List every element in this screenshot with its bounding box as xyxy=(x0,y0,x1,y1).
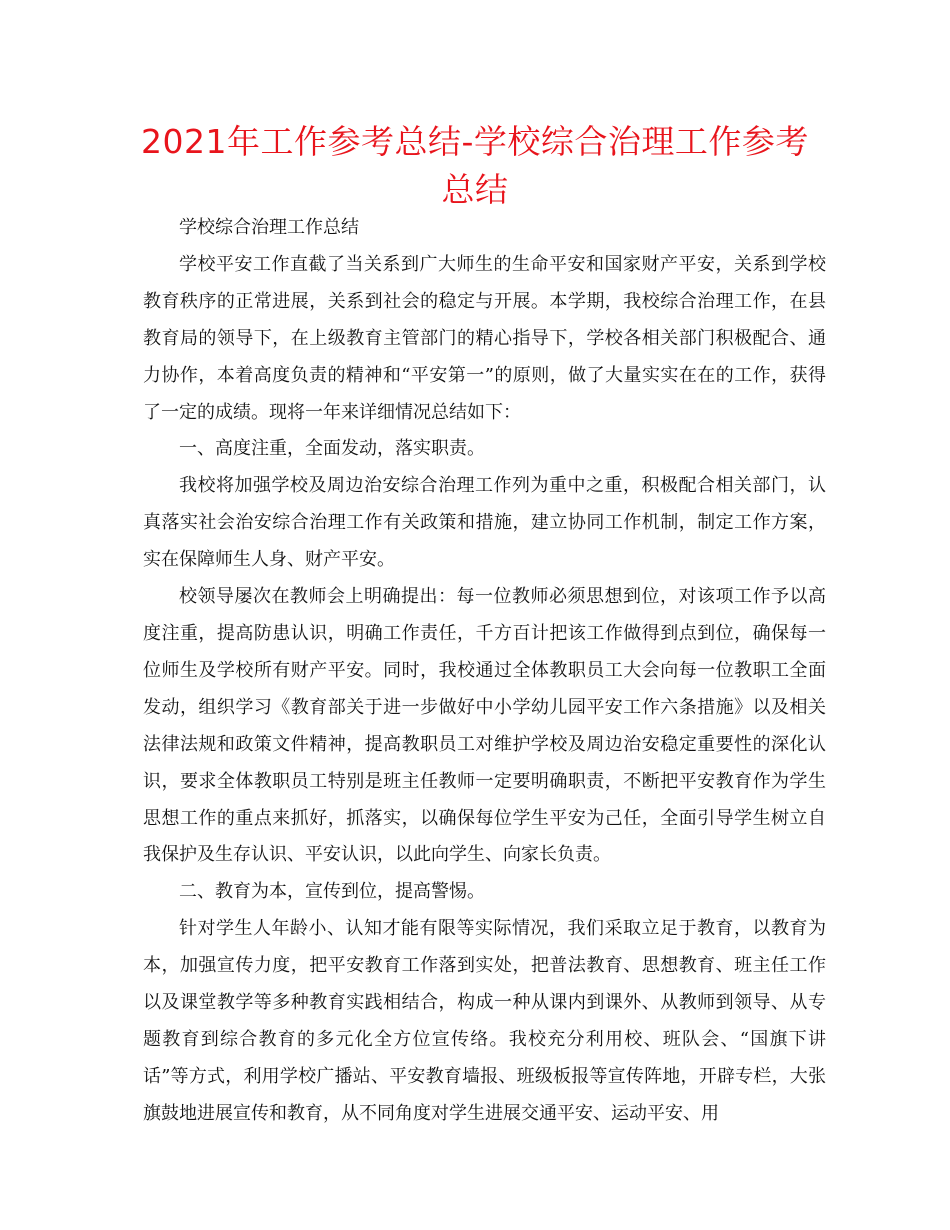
document-title: 2021年工作参考总结-学校综合治理工作参考总结 xyxy=(141,122,809,209)
section-heading: 一、高度注重，全面发动，落实职责。 xyxy=(179,438,485,460)
paragraph: 校领导屡次在教师会上明确提出：每一位教师必须思想到位，对该项工作予以高度注重，提高防患认识，明确工作责任，千方百计把该工作做得到点到位，确保每一位师生及学校所有财产平安。同时，我校通过全体教职员工大会向每一位教职工全面发动，组织学习《教育部关于进一步做好中小学幼儿园平安工作六条措施》以及相关法律法规和政策文件精神，提高教职员工对维护学校及周边治安稳定重要性的深化认识，要求全体教职员工特别是班主任教师一定要明确职责，不断把平安教育作为学生思想工作的重点来抓好，抓落实，以确保每位学生平安为己任，全面引导学生树立自我保护及生存认识、平安认识，以此向学生、向家长负责。 xyxy=(143,586,826,866)
paragraph: 学校平安工作直截了当关系到广大师生的生命平安和国家财产平安，关系到学校教育秩序的正常进展，关系到社会的稳定与开展。本学期，我校综合治理工作，在县教育局的领导下，在上级教育主管部门的精心指导下，学校各相关部门积极配合、通力协作，本着高度负责的精神和“平安第一”的原则，做了大量实实在在的工作，获得了一定的成绩。现将一年来详细情况总结如下： xyxy=(143,253,826,423)
paragraph: 我校将加强学校及周边治安综合治理工作列为重中之重，积极配合相关部门，认真落实社会治安综合治理工作有关政策和措施，建立协同工作机制，制定工作方案，实在保障师生人身、财产平安。 xyxy=(143,475,826,571)
paragraph: 针对学生人年龄小、认知才能有限等实际情况，我们采取立足于教育，以教育为本，加强宣传力度，把平安教育工作落到实处，把普法教育、思想教育、班主任工作以及课堂教学等多种教育实践相结合，构成一种从课内到课外、从教师到领导、从专题教育到综合教育的多元化全方位宣传络。我校充分利用校、班队会、“国旗下讲话”等方式，利用学校广播站、平安教育墙报、班级板报等宣传阵地，开辟专栏，大张旗鼓地进展宣传和教育，从不同角度对学生进展交通平安、运动平安、用 xyxy=(143,918,826,1124)
section-heading: 二、教育为本，宣传到位，提高警惕。 xyxy=(179,881,485,903)
paragraph-subtitle: 学校综合治理工作总结 xyxy=(179,217,359,238)
document-body xyxy=(143,210,826,1133)
